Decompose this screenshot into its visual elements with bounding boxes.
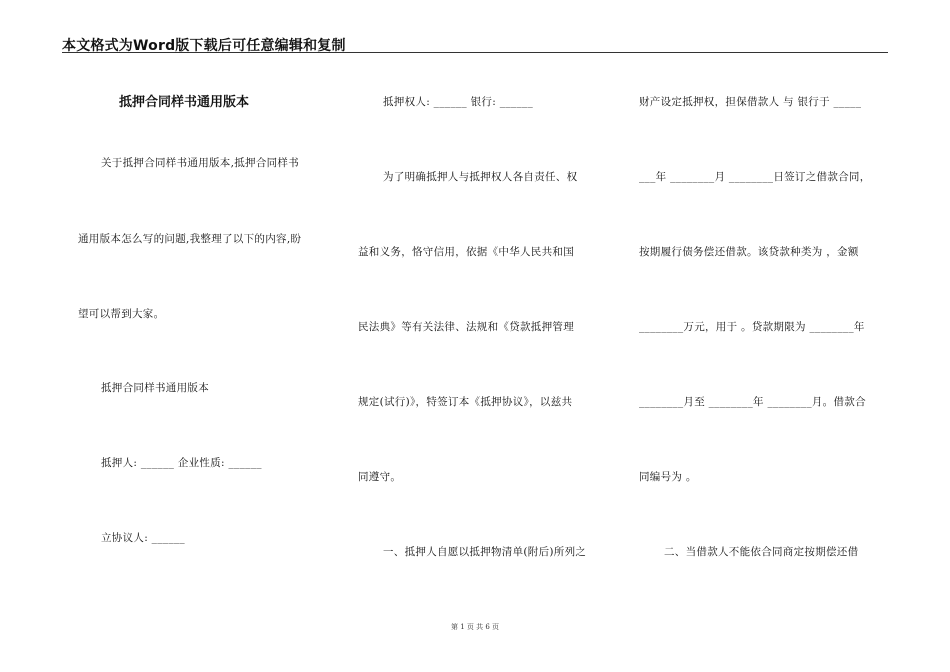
col3-line-4: ________万元，用于 。贷款期限为 ________年 [639,321,865,333]
col2-line-6: 同遵守。 [358,471,402,483]
col1-line-6: 立协议人: ______ [101,532,185,544]
col2-line-2: 为了明确抵押人与抵押权人各自责任、权 [383,171,578,183]
col1-line-5: 抵押人: ______ 企业性质: ______ [101,457,262,469]
col2-line-4: 民法典》等有关法律、法规和《贷款抵押管理 [358,321,574,333]
col3-line-3: 按期履行债务偿还借款。该贷款种类为 ，金额 [639,246,859,258]
col1-line-4: 抵押合同样书通用版本 [101,382,209,394]
page-number: 第 1 页 共 6 页 [450,623,500,631]
col1-line-2: 通用版本怎么写的问题,我整理了以下的内容,盼 [78,233,302,245]
col3-line-6: 同编号为 。 [639,471,697,483]
col3-line-1: 财产设定抵押权，担保借款人 与 银行于 _____ [639,96,862,108]
col3-line-7: 二、当借款人不能依合同商定按期偿还借 [664,546,859,558]
col3-line-5: ________月至 ________年 ________月。借款合 [639,396,866,408]
col2-line-5: 规定(试行)》，特签订本《抵押协议》，以兹共 [358,396,573,408]
col3-line-2: ___年 ________月 ________日签订之借款合同， [639,171,871,183]
col2-line-1: 抵押权人: ______ 银行: ______ [383,96,533,108]
col1-line-3: 望可以帮到大家。 [78,308,165,320]
col2-line-3: 益和义务，恪守信用，依据《中华人民共和国 [358,246,574,258]
col1-line-1: 关于抵押合同样书通用版本,抵押合同样书 [101,157,300,169]
document-title: 抵押合同样书通用版本 [119,95,250,110]
header-divider [62,52,888,53]
col2-line-7: 一、抵押人自愿以抵押物清单(附后)所列之 [383,546,587,558]
header-title: 本文格式为Word版下载后可任意编辑和复制 [62,38,346,54]
